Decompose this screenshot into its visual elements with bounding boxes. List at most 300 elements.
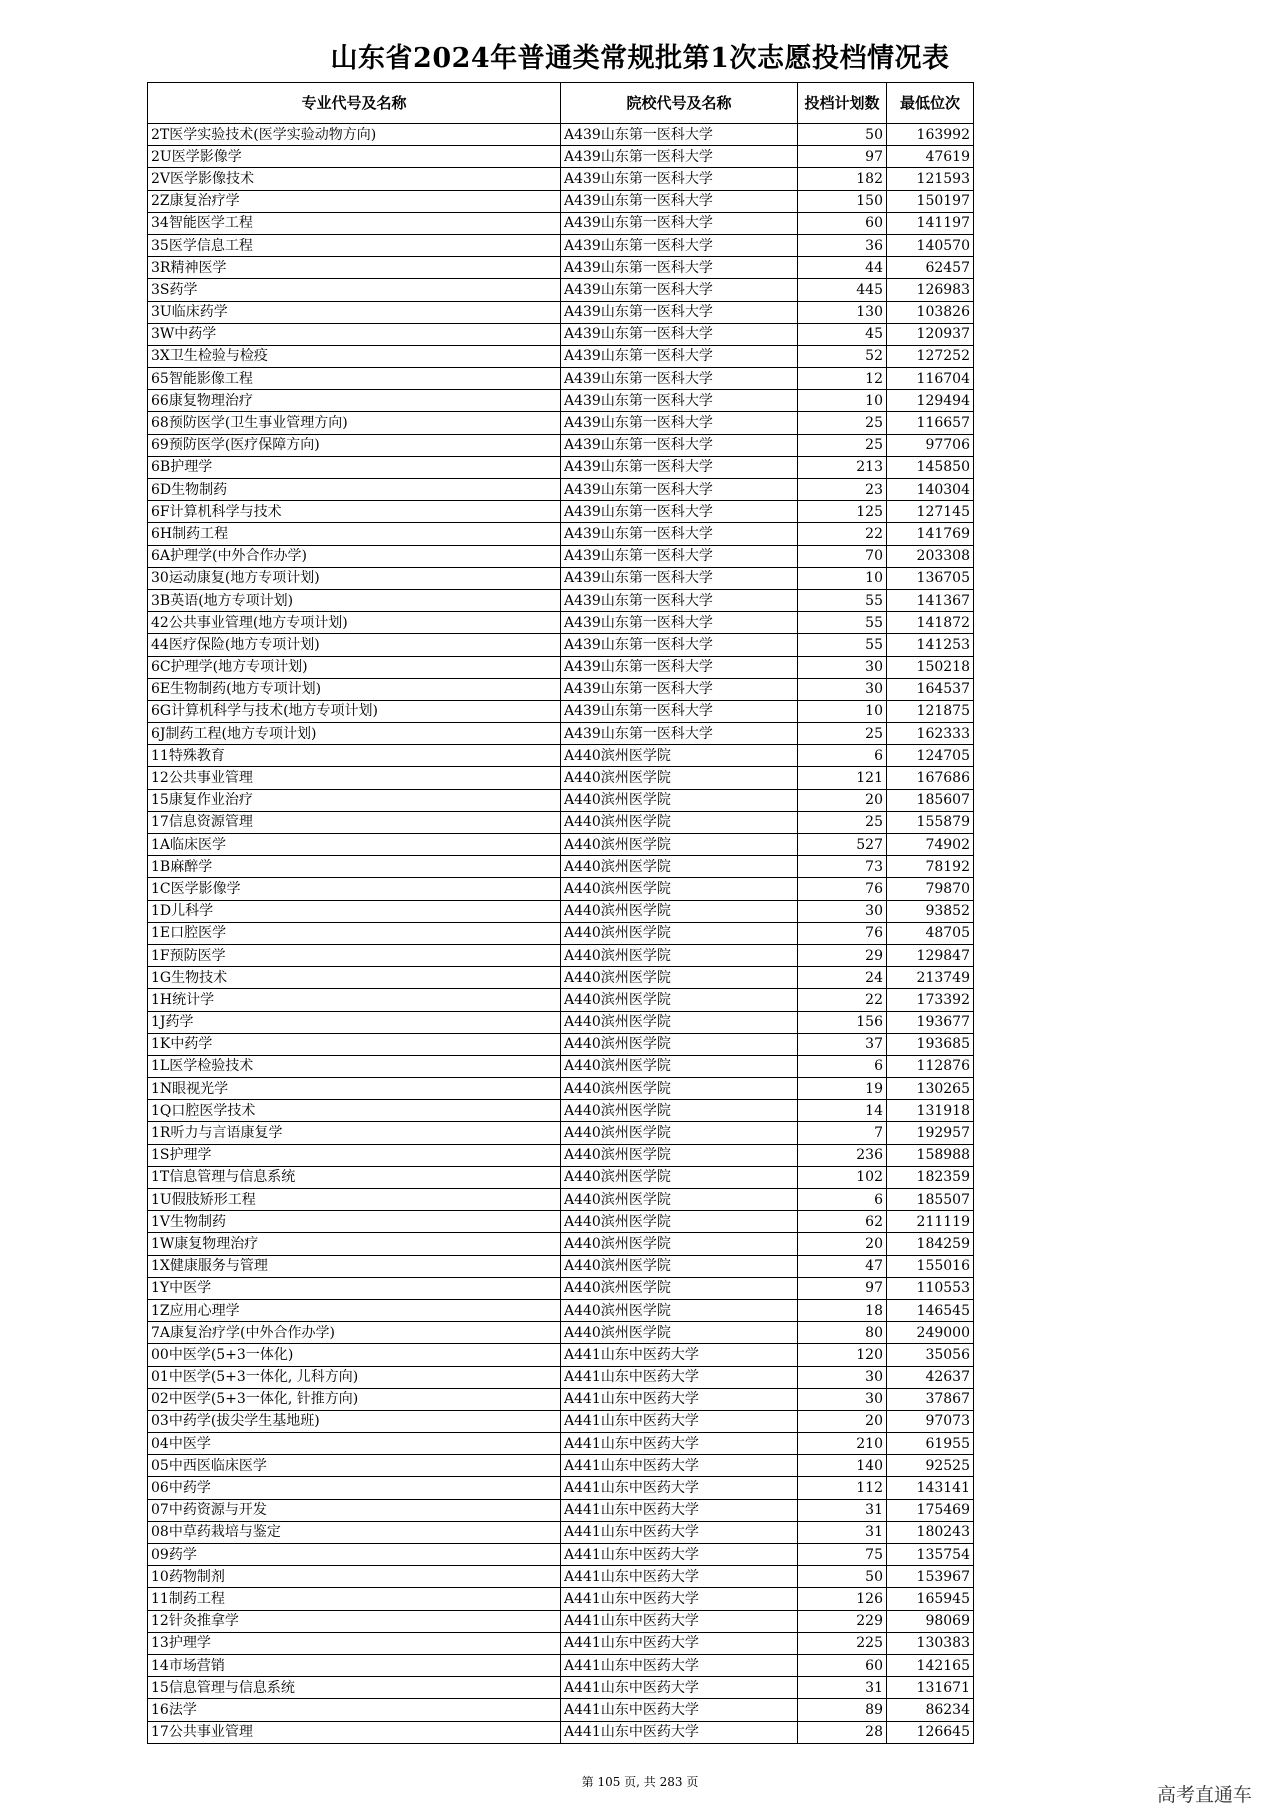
cell-min-rank: 112876 xyxy=(887,1055,974,1077)
cell-plan: 62 xyxy=(798,1211,887,1233)
cell-min-rank: 130383 xyxy=(887,1632,974,1654)
cell-school: A441山东中医药大学 xyxy=(561,1721,798,1743)
cell-school: A439山东第一医科大学 xyxy=(561,257,798,279)
cell-plan: 25 xyxy=(798,412,887,434)
table-row xyxy=(148,612,974,634)
cell-school: A440滨州医学院 xyxy=(561,1255,798,1277)
admission-table xyxy=(147,82,974,1744)
cell-plan: 76 xyxy=(798,878,887,900)
cell-plan: 22 xyxy=(798,989,887,1011)
cell-major: 44医疗保险(地方专项计划) xyxy=(148,634,561,656)
table-row xyxy=(148,1410,974,1432)
cell-school: A440滨州医学院 xyxy=(561,900,798,922)
cell-school: A440滨州医学院 xyxy=(561,1055,798,1077)
cell-school: A440滨州医学院 xyxy=(561,878,798,900)
cell-major: 1C医学影像学 xyxy=(148,878,561,900)
cell-major: 15康复作业治疗 xyxy=(148,789,561,811)
cell-major: 6C护理学(地方专项计划) xyxy=(148,656,561,678)
cell-min-rank: 150218 xyxy=(887,656,974,678)
cell-school: A439山东第一医科大学 xyxy=(561,634,798,656)
header-major: 专业代号及名称 xyxy=(148,83,561,124)
table-row xyxy=(148,1166,974,1188)
cell-school: A439山东第一医科大学 xyxy=(561,589,798,611)
cell-major: 13护理学 xyxy=(148,1632,561,1654)
table-row xyxy=(148,1588,974,1610)
cell-plan: 50 xyxy=(798,1566,887,1588)
cell-min-rank: 124705 xyxy=(887,745,974,767)
cell-major: 03中药学(拔尖学生基地班) xyxy=(148,1410,561,1432)
cell-school: A440滨州医学院 xyxy=(561,989,798,1011)
table-row xyxy=(148,1144,974,1166)
cell-plan: 14 xyxy=(798,1100,887,1122)
cell-min-rank: 249000 xyxy=(887,1322,974,1344)
cell-major: 06中药学 xyxy=(148,1477,561,1499)
cell-school: A440滨州医学院 xyxy=(561,1277,798,1299)
table-row xyxy=(148,234,974,256)
cell-min-rank: 62457 xyxy=(887,257,974,279)
cell-plan: 156 xyxy=(798,1011,887,1033)
cell-major: 7A康复治疗学(中外合作办学) xyxy=(148,1322,561,1344)
table-row xyxy=(148,767,974,789)
cell-min-rank: 141769 xyxy=(887,523,974,545)
cell-plan: 30 xyxy=(798,1366,887,1388)
cell-school: A441山东中医药大学 xyxy=(561,1499,798,1521)
table-row xyxy=(148,212,974,234)
table-row xyxy=(148,456,974,478)
table-row xyxy=(148,1632,974,1654)
cell-min-rank: 185607 xyxy=(887,789,974,811)
cell-plan: 182 xyxy=(798,168,887,190)
cell-major: 66康复物理治疗 xyxy=(148,390,561,412)
cell-min-rank: 141872 xyxy=(887,612,974,634)
cell-major: 1K中药学 xyxy=(148,1033,561,1055)
cell-plan: 7 xyxy=(798,1122,887,1144)
cell-plan: 130 xyxy=(798,301,887,323)
table-row xyxy=(148,811,974,833)
table-row xyxy=(148,1011,974,1033)
cell-school: A440滨州医学院 xyxy=(561,1144,798,1166)
cell-min-rank: 103826 xyxy=(887,301,974,323)
table-row xyxy=(148,878,974,900)
cell-major: 2T医学实验技术(医学实验动物方向) xyxy=(148,124,561,146)
table-row xyxy=(148,345,974,367)
cell-min-rank: 192957 xyxy=(887,1122,974,1144)
cell-plan: 60 xyxy=(798,212,887,234)
cell-major: 1V生物制药 xyxy=(148,1211,561,1233)
table-row xyxy=(148,545,974,567)
table-row xyxy=(148,1388,974,1410)
table-header-row xyxy=(148,83,974,124)
table-row xyxy=(148,479,974,501)
table-row xyxy=(148,1433,974,1455)
cell-major: 30运动康复(地方专项计划) xyxy=(148,567,561,589)
cell-plan: 97 xyxy=(798,146,887,168)
cell-min-rank: 140304 xyxy=(887,479,974,501)
cell-major: 09药学 xyxy=(148,1544,561,1566)
cell-plan: 126 xyxy=(798,1588,887,1610)
cell-min-rank: 193677 xyxy=(887,1011,974,1033)
cell-school: A441山东中医药大学 xyxy=(561,1344,798,1366)
cell-major: 6D生物制药 xyxy=(148,479,561,501)
cell-plan: 112 xyxy=(798,1477,887,1499)
cell-school: A439山东第一医科大学 xyxy=(561,190,798,212)
table-row xyxy=(148,745,974,767)
cell-min-rank: 120937 xyxy=(887,323,974,345)
cell-major: 3R精神医学 xyxy=(148,257,561,279)
table-row xyxy=(148,634,974,656)
cell-school: A439山东第一医科大学 xyxy=(561,545,798,567)
cell-school: A439山东第一医科大学 xyxy=(561,279,798,301)
cell-major: 68预防医学(卫生事业管理方向) xyxy=(148,412,561,434)
cell-min-rank: 141253 xyxy=(887,634,974,656)
cell-min-rank: 143141 xyxy=(887,1477,974,1499)
cell-major: 1S护理学 xyxy=(148,1144,561,1166)
cell-school: A439山东第一医科大学 xyxy=(561,434,798,456)
cell-min-rank: 211119 xyxy=(887,1211,974,1233)
cell-major: 65智能影像工程 xyxy=(148,368,561,390)
cell-school: A439山东第一医科大学 xyxy=(561,390,798,412)
cell-school: A441山东中医药大学 xyxy=(561,1521,798,1543)
cell-plan: 20 xyxy=(798,1410,887,1432)
table-row xyxy=(148,1521,974,1543)
cell-major: 11特殊教育 xyxy=(148,745,561,767)
cell-plan: 236 xyxy=(798,1144,887,1166)
cell-plan: 45 xyxy=(798,323,887,345)
cell-school: A441山东中医药大学 xyxy=(561,1388,798,1410)
table-row xyxy=(148,1544,974,1566)
cell-plan: 20 xyxy=(798,1233,887,1255)
cell-min-rank: 78192 xyxy=(887,856,974,878)
cell-min-rank: 155016 xyxy=(887,1255,974,1277)
cell-major: 3X卫生检验与检疫 xyxy=(148,345,561,367)
cell-min-rank: 145850 xyxy=(887,456,974,478)
cell-major: 3W中药学 xyxy=(148,323,561,345)
cell-min-rank: 163992 xyxy=(887,124,974,146)
cell-min-rank: 153967 xyxy=(887,1566,974,1588)
cell-major: 1X健康服务与管理 xyxy=(148,1255,561,1277)
cell-plan: 28 xyxy=(798,1721,887,1743)
cell-plan: 30 xyxy=(798,656,887,678)
cell-min-rank: 79870 xyxy=(887,878,974,900)
cell-major: 2Z康复治疗学 xyxy=(148,190,561,212)
cell-school: A440滨州医学院 xyxy=(561,1078,798,1100)
cell-school: A440滨州医学院 xyxy=(561,745,798,767)
cell-min-rank: 146545 xyxy=(887,1299,974,1321)
cell-plan: 30 xyxy=(798,900,887,922)
cell-school: A439山东第一医科大学 xyxy=(561,523,798,545)
cell-plan: 55 xyxy=(798,634,887,656)
cell-min-rank: 167686 xyxy=(887,767,974,789)
cell-major: 6F计算机科学与技术 xyxy=(148,501,561,523)
cell-min-rank: 130265 xyxy=(887,1078,974,1100)
cell-major: 1U假肢矫形工程 xyxy=(148,1189,561,1211)
cell-min-rank: 193685 xyxy=(887,1033,974,1055)
cell-major: 02中医学(5+3一体化, 针推方向) xyxy=(148,1388,561,1410)
cell-min-rank: 47619 xyxy=(887,146,974,168)
cell-min-rank: 150197 xyxy=(887,190,974,212)
cell-plan: 6 xyxy=(798,1055,887,1077)
cell-school: A441山东中医药大学 xyxy=(561,1699,798,1721)
cell-min-rank: 61955 xyxy=(887,1433,974,1455)
table-row xyxy=(148,1255,974,1277)
table-row xyxy=(148,1566,974,1588)
cell-major: 6A护理学(中外合作办学) xyxy=(148,545,561,567)
cell-min-rank: 141197 xyxy=(887,212,974,234)
cell-major: 14市场营销 xyxy=(148,1654,561,1676)
brand-watermark: 高考直通车 xyxy=(1156,1784,1252,1806)
cell-min-rank: 155879 xyxy=(887,811,974,833)
cell-min-rank: 142165 xyxy=(887,1654,974,1676)
cell-plan: 6 xyxy=(798,745,887,767)
table-row xyxy=(148,368,974,390)
cell-plan: 19 xyxy=(798,1078,887,1100)
cell-school: A439山东第一医科大学 xyxy=(561,368,798,390)
cell-school: A439山东第一医科大学 xyxy=(561,479,798,501)
table-row xyxy=(148,834,974,856)
cell-min-rank: 127252 xyxy=(887,345,974,367)
cell-school: A441山东中医药大学 xyxy=(561,1410,798,1432)
table-row xyxy=(148,168,974,190)
cell-major: 1H统计学 xyxy=(148,989,561,1011)
cell-school: A440滨州医学院 xyxy=(561,789,798,811)
cell-major: 6E生物制药(地方专项计划) xyxy=(148,678,561,700)
cell-major: 01中医学(5+3一体化, 儿科方向) xyxy=(148,1366,561,1388)
cell-major: 05中西医临床医学 xyxy=(148,1455,561,1477)
cell-plan: 44 xyxy=(798,257,887,279)
cell-major: 07中药资源与开发 xyxy=(148,1499,561,1521)
table-row xyxy=(148,1122,974,1144)
cell-school: A440滨州医学院 xyxy=(561,1122,798,1144)
cell-school: A441山东中医药大学 xyxy=(561,1566,798,1588)
cell-major: 1L医学检验技术 xyxy=(148,1055,561,1077)
cell-plan: 50 xyxy=(798,124,887,146)
cell-major: 1F预防医学 xyxy=(148,944,561,966)
cell-school: A439山东第一医科大学 xyxy=(561,656,798,678)
cell-school: A439山东第一医科大学 xyxy=(561,146,798,168)
cell-school: A440滨州医学院 xyxy=(561,1233,798,1255)
cell-major: 1R听力与言语康复学 xyxy=(148,1122,561,1144)
table-row xyxy=(148,1654,974,1676)
cell-min-rank: 129494 xyxy=(887,390,974,412)
cell-min-rank: 97706 xyxy=(887,434,974,456)
cell-min-rank: 173392 xyxy=(887,989,974,1011)
cell-major: 1T信息管理与信息系统 xyxy=(148,1166,561,1188)
cell-plan: 55 xyxy=(798,612,887,634)
cell-min-rank: 135754 xyxy=(887,1544,974,1566)
cell-min-rank: 116657 xyxy=(887,412,974,434)
cell-min-rank: 213749 xyxy=(887,967,974,989)
cell-school: A440滨州医学院 xyxy=(561,834,798,856)
table-row xyxy=(148,789,974,811)
cell-plan: 23 xyxy=(798,479,887,501)
cell-plan: 102 xyxy=(798,1166,887,1188)
table-row xyxy=(148,434,974,456)
table-row xyxy=(148,1189,974,1211)
cell-plan: 75 xyxy=(798,1544,887,1566)
cell-min-rank: 140570 xyxy=(887,234,974,256)
cell-major: 11制药工程 xyxy=(148,1588,561,1610)
cell-school: A440滨州医学院 xyxy=(561,856,798,878)
cell-plan: 30 xyxy=(798,1388,887,1410)
table-row xyxy=(148,944,974,966)
cell-plan: 10 xyxy=(798,567,887,589)
cell-plan: 47 xyxy=(798,1255,887,1277)
cell-school: A440滨州医学院 xyxy=(561,1033,798,1055)
cell-plan: 55 xyxy=(798,589,887,611)
cell-major: 1B麻醉学 xyxy=(148,856,561,878)
cell-major: 1E口腔医学 xyxy=(148,922,561,944)
cell-min-rank: 158988 xyxy=(887,1144,974,1166)
cell-school: A440滨州医学院 xyxy=(561,944,798,966)
cell-major: 69预防医学(医疗保障方向) xyxy=(148,434,561,456)
cell-school: A440滨州医学院 xyxy=(561,1166,798,1188)
cell-plan: 20 xyxy=(798,789,887,811)
cell-plan: 31 xyxy=(798,1677,887,1699)
cell-plan: 70 xyxy=(798,545,887,567)
cell-min-rank: 185507 xyxy=(887,1189,974,1211)
cell-major: 34智能医学工程 xyxy=(148,212,561,234)
cell-major: 04中医学 xyxy=(148,1433,561,1455)
cell-school: A439山东第一医科大学 xyxy=(561,456,798,478)
cell-plan: 73 xyxy=(798,856,887,878)
cell-plan: 89 xyxy=(798,1699,887,1721)
document-title: 山东省2024年普通类常规批第1次志愿投档情况表 xyxy=(330,43,950,74)
header-min-rank: 最低位次 xyxy=(887,83,974,124)
table-row xyxy=(148,567,974,589)
cell-plan: 150 xyxy=(798,190,887,212)
cell-major: 15信息管理与信息系统 xyxy=(148,1677,561,1699)
cell-school: A441山东中医药大学 xyxy=(561,1544,798,1566)
cell-plan: 60 xyxy=(798,1654,887,1676)
cell-min-rank: 35056 xyxy=(887,1344,974,1366)
cell-plan: 25 xyxy=(798,723,887,745)
cell-major: 1A临床医学 xyxy=(148,834,561,856)
table-row xyxy=(148,124,974,146)
cell-major: 6G计算机科学与技术(地方专项计划) xyxy=(148,700,561,722)
cell-school: A440滨州医学院 xyxy=(561,811,798,833)
table-row xyxy=(148,523,974,545)
cell-min-rank: 93852 xyxy=(887,900,974,922)
cell-plan: 52 xyxy=(798,345,887,367)
cell-plan: 24 xyxy=(798,967,887,989)
cell-plan: 6 xyxy=(798,1189,887,1211)
cell-plan: 31 xyxy=(798,1521,887,1543)
cell-school: A439山东第一医科大学 xyxy=(561,212,798,234)
table-row xyxy=(148,301,974,323)
cell-major: 6B护理学 xyxy=(148,456,561,478)
cell-min-rank: 165945 xyxy=(887,1588,974,1610)
cell-plan: 80 xyxy=(798,1322,887,1344)
cell-plan: 30 xyxy=(798,678,887,700)
cell-min-rank: 110553 xyxy=(887,1277,974,1299)
cell-major: 16法学 xyxy=(148,1699,561,1721)
table-row xyxy=(148,501,974,523)
table-row xyxy=(148,989,974,1011)
cell-major: 10药物制剂 xyxy=(148,1566,561,1588)
cell-plan: 10 xyxy=(798,700,887,722)
cell-school: A440滨州医学院 xyxy=(561,1211,798,1233)
cell-school: A439山东第一医科大学 xyxy=(561,412,798,434)
cell-min-rank: 126645 xyxy=(887,1721,974,1743)
table-row xyxy=(148,1233,974,1255)
cell-plan: 125 xyxy=(798,501,887,523)
cell-school: A440滨州医学院 xyxy=(561,1011,798,1033)
cell-major: 17信息资源管理 xyxy=(148,811,561,833)
table-row xyxy=(148,1344,974,1366)
cell-school: A441山东中医药大学 xyxy=(561,1588,798,1610)
table-row xyxy=(148,1610,974,1632)
cell-major: 1D儿科学 xyxy=(148,900,561,922)
table-row xyxy=(148,1477,974,1499)
cell-major: 1Y中医学 xyxy=(148,1277,561,1299)
cell-school: A439山东第一医科大学 xyxy=(561,612,798,634)
cell-min-rank: 131918 xyxy=(887,1100,974,1122)
table-row xyxy=(148,656,974,678)
cell-school: A439山东第一医科大学 xyxy=(561,678,798,700)
table-row xyxy=(148,1699,974,1721)
cell-school: A440滨州医学院 xyxy=(561,1189,798,1211)
table-row xyxy=(148,922,974,944)
cell-min-rank: 141367 xyxy=(887,589,974,611)
cell-min-rank: 42637 xyxy=(887,1366,974,1388)
cell-plan: 22 xyxy=(798,523,887,545)
cell-major: 1G生物技术 xyxy=(148,967,561,989)
cell-plan: 213 xyxy=(798,456,887,478)
table-row xyxy=(148,1366,974,1388)
cell-plan: 445 xyxy=(798,279,887,301)
cell-plan: 37 xyxy=(798,1033,887,1055)
cell-min-rank: 98069 xyxy=(887,1610,974,1632)
table-row xyxy=(148,1277,974,1299)
cell-major: 1N眼视光学 xyxy=(148,1078,561,1100)
table-row xyxy=(148,412,974,434)
cell-school: A439山东第一医科大学 xyxy=(561,234,798,256)
table-row xyxy=(148,1322,974,1344)
cell-school: A440滨州医学院 xyxy=(561,922,798,944)
cell-major: 08中草药栽培与鉴定 xyxy=(148,1521,561,1543)
cell-major: 6H制药工程 xyxy=(148,523,561,545)
cell-major: 12公共事业管理 xyxy=(148,767,561,789)
cell-plan: 31 xyxy=(798,1499,887,1521)
cell-plan: 10 xyxy=(798,390,887,412)
cell-major: 2U医学影像学 xyxy=(148,146,561,168)
cell-school: A440滨州医学院 xyxy=(561,1299,798,1321)
cell-school: A439山东第一医科大学 xyxy=(561,323,798,345)
cell-min-rank: 126983 xyxy=(887,279,974,301)
cell-plan: 76 xyxy=(798,922,887,944)
table-row xyxy=(148,1677,974,1699)
table-row xyxy=(148,1078,974,1100)
table-row xyxy=(148,1299,974,1321)
cell-school: A439山东第一医科大学 xyxy=(561,301,798,323)
table-row xyxy=(148,279,974,301)
cell-major: 1W康复物理治疗 xyxy=(148,1233,561,1255)
table-row xyxy=(148,146,974,168)
cell-school: A441山东中医药大学 xyxy=(561,1654,798,1676)
cell-min-rank: 203308 xyxy=(887,545,974,567)
cell-major: 1J药学 xyxy=(148,1011,561,1033)
cell-school: A441山东中医药大学 xyxy=(561,1455,798,1477)
cell-plan: 25 xyxy=(798,434,887,456)
cell-school: A440滨州医学院 xyxy=(561,767,798,789)
cell-min-rank: 121593 xyxy=(887,168,974,190)
table-row xyxy=(148,390,974,412)
table-row xyxy=(148,1499,974,1521)
cell-school: A441山东中医药大学 xyxy=(561,1477,798,1499)
cell-school: A441山东中医药大学 xyxy=(561,1677,798,1699)
table-row xyxy=(148,723,974,745)
table-body xyxy=(148,124,974,1744)
